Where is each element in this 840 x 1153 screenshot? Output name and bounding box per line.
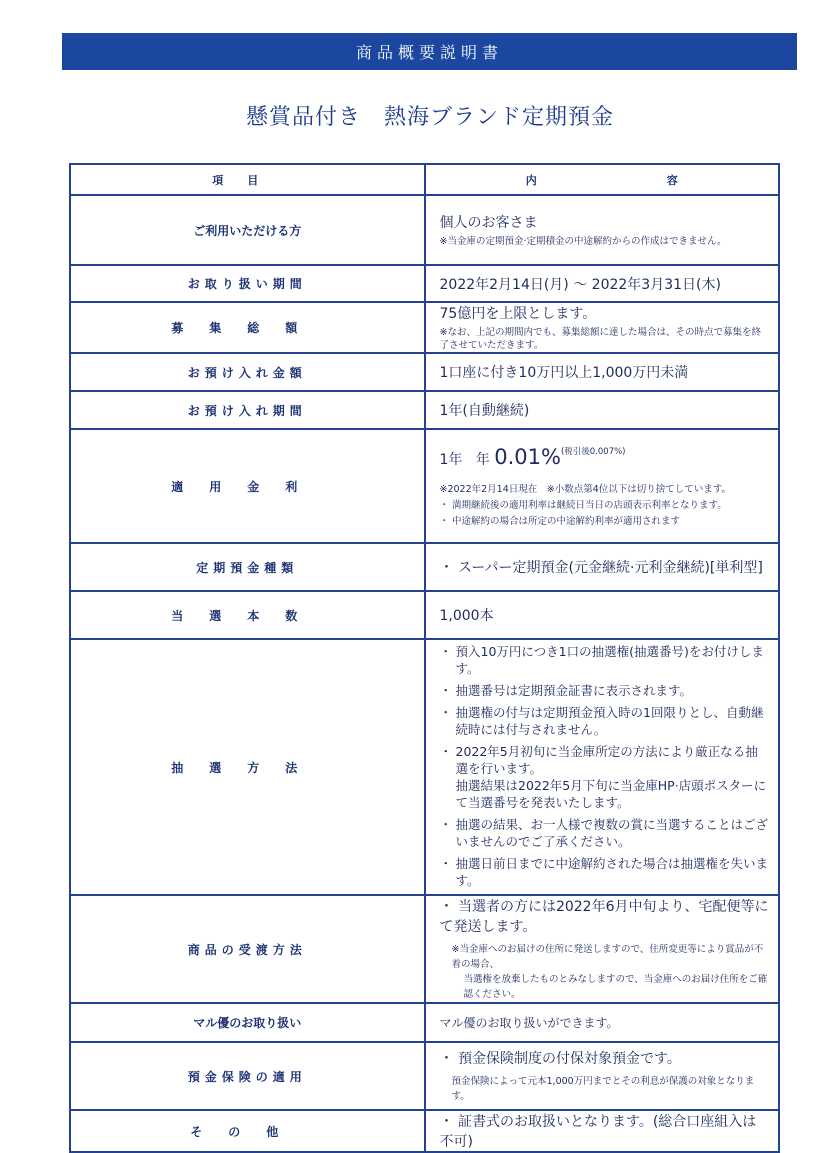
document-banner: 商品概要説明書 [62, 33, 797, 70]
list-item: ・ 抽選番号は定期預金証書に表示されます。 [440, 682, 771, 699]
list-item: ・ 2022年5月初旬に当金庫所定の方法により厳正なる抽選を行います。 抽選結果は2022年5月下旬に当金庫HP·店頭ポスターにて当選番号を発表いたします。 [440, 743, 771, 811]
list-item: ・ 抽選の結果、お一人様で複数の賞に当選することはございませんのでご了承ください。 [440, 816, 771, 850]
row-label: ご利用いただける方 [70, 195, 425, 265]
row-maru [70, 1003, 779, 1042]
row-content: マル優のお取り扱いができます。 [425, 1003, 780, 1042]
row-label: お取り扱い期間 [70, 265, 425, 302]
row-content [425, 639, 780, 895]
row-label: その他 [70, 1110, 425, 1152]
page-title: 懸賞品付き 熱海ブランド定期預金 [245, 105, 614, 130]
table-header-row [70, 164, 779, 195]
row-content: 1年(自動継続) [425, 391, 780, 429]
list-item: ・ 抽選権の付与は定期預金預入時の1回限りとし、自動継続時には付与されません。 [440, 704, 771, 738]
row-content: ・ 証書式のお取扱いとなります。(総合口座組入は不可) [425, 1110, 780, 1152]
row-winners [70, 591, 779, 639]
row-insurance [70, 1042, 779, 1110]
row-content: 1年 年 0.01%$^{(税引後0.007\%)}$ ※2022年2月14日現在 ※小数点第4位以下は切り捨てしています。 ・ 満期継続後の適用利率は継続日当日の店頭表示利率となります。 ・ 中途解約の場合は所定の中途解約利率が適用されます [425, 429, 780, 543]
row-content: 個人のお客さま ※当金庫の定期預金·定期積金の中途解約からの作成はできません。 [425, 195, 780, 265]
row-label: 当選本数 [70, 591, 425, 639]
row-delivery [70, 895, 779, 1003]
row-content: 75億円を上限とします。 ※なお、上記の期間内でも、募集総額に達した場合は、その時点で募集を終了させていただきます。 [425, 302, 780, 353]
interest-rate-value: 0.01% [494, 444, 561, 469]
row-type [70, 543, 779, 591]
row-label: マル優のお取り扱い [70, 1003, 425, 1042]
product-summary-table [69, 163, 780, 1153]
row-content: 2022年2月14日(月) ～ 2022年3月31日(木) [425, 265, 780, 302]
row-other [70, 1110, 779, 1152]
header-item: 項目 [70, 164, 425, 195]
row-content: 1口座に付き10万円以上1,000万円未満 [425, 353, 780, 391]
row-label: 預金保険の適用 [70, 1042, 425, 1110]
row-label: 商品の受渡方法 [70, 895, 425, 1003]
lottery-list [440, 643, 771, 889]
row-period [70, 265, 779, 302]
row-label: 募集総額 [70, 302, 425, 353]
row-label: お預け入れ金額 [70, 353, 425, 391]
row-rate [70, 429, 779, 543]
row-eligibility [70, 195, 779, 265]
row-content: ・ 当選者の方には2022年6月中旬より、宅配便等にて発送します。 ※当金庫へのお届けの住所に発送しますので、住所変更等により賞品が不着の場合、 当選権を放棄したものとみなしますので、当金庫へのお届け住所をご確認ください。 [425, 895, 780, 1003]
row-content: ・ 預金保険制度の付保対象預金です。 預金保険によって元本1,000万円までとその利息が保護の対象となります。 [425, 1042, 780, 1110]
row-content: 1,000本 [425, 591, 780, 639]
row-content: ・ スーパー定期預金(元金継続·元利金継続)[単利型] [425, 543, 780, 591]
row-label: 抽選方法 [70, 639, 425, 895]
row-total [70, 302, 779, 353]
header-content: 内 容 [425, 164, 780, 195]
row-label: お預け入れ期間 [70, 391, 425, 429]
row-amount [70, 353, 779, 391]
row-label: 適用金利 [70, 429, 425, 543]
list-item: ・ 抽選日前日までに中途解約された場合は抽選権を失います。 [440, 855, 771, 889]
row-lottery [70, 639, 779, 895]
row-label: 定期預金種類 [70, 543, 425, 591]
row-term [70, 391, 779, 429]
list-item: ・ 預入10万円につき1口の抽選権(抽選番号)をお付けします。 [440, 643, 771, 677]
